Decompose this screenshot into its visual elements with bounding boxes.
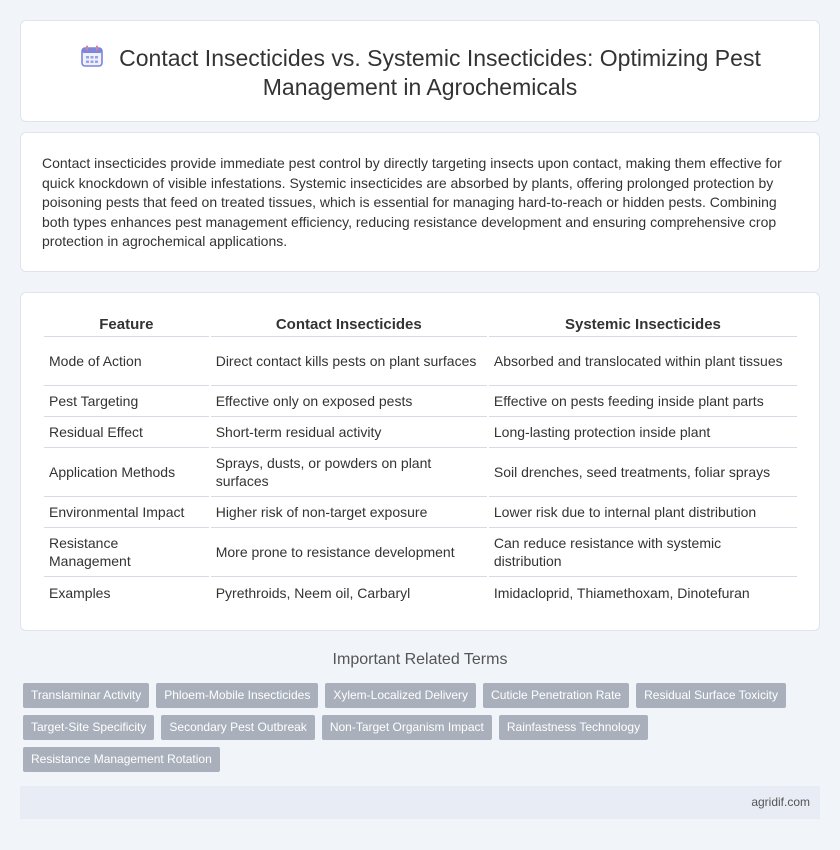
table-row <box>44 577 797 608</box>
related-term-tag[interactable]: Resistance Management Rotation <box>23 747 220 772</box>
related-term-tag[interactable]: Target-Site Specificity <box>23 715 154 740</box>
contact-cell: Direct contact kills pests on plant surfaces <box>211 337 487 386</box>
intro-card <box>20 132 820 272</box>
related-term-tag[interactable]: Phloem-Mobile Insecticides <box>156 683 318 708</box>
related-term-tag[interactable]: Secondary Pest Outbreak <box>161 715 314 740</box>
table-row <box>44 497 797 528</box>
systemic-cell: Lower risk due to internal plant distribution <box>489 497 797 528</box>
table-header-row <box>44 315 797 337</box>
contact-cell: More prone to resistance development <box>211 528 487 577</box>
table-row <box>44 528 797 577</box>
contact-cell: Sprays, dusts, or powders on plant surfaces <box>211 448 487 497</box>
feature-cell: Pest Targeting <box>44 386 209 417</box>
header-systemic: Systemic Insecticides <box>489 315 797 337</box>
systemic-cell: Effective on pests feeding inside plant parts <box>489 386 797 417</box>
related-terms-tags <box>23 683 803 779</box>
header-feature: Feature <box>44 315 209 337</box>
feature-cell: Residual Effect <box>44 417 209 448</box>
page-title-wrap <box>21 43 819 102</box>
systemic-cell: Absorbed and translocated within plant tissues <box>489 337 797 386</box>
feature-cell: Mode of Action <box>44 337 209 386</box>
comparison-table <box>42 315 799 608</box>
systemic-cell: Can reduce resistance with systemic distribution <box>489 528 797 577</box>
feature-cell: Examples <box>49 584 111 601</box>
header-card <box>20 20 820 122</box>
related-term-tag[interactable]: Residual Surface Toxicity <box>636 683 786 708</box>
contact-cell: Higher risk of non-target exposure <box>211 497 487 528</box>
contact-cell: Effective only on exposed pests <box>211 386 487 417</box>
table-row <box>44 448 797 497</box>
table-row <box>44 337 797 386</box>
footer-site-link[interactable]: agridif.com <box>751 795 810 809</box>
feature-cell: Application Methods <box>44 448 209 497</box>
footer-bar <box>20 786 820 819</box>
related-term-tag[interactable]: Xylem-Localized Delivery <box>325 683 476 708</box>
intro-text: Contact insecticides provide immediate pest control by directly targeting insects upon contact, making them effective for quick knockdown of visible infestations. Systemic insecticides are absorbed by plants, offering prolonged protection by poisoning pests that feed on treated tissues, which is essential for managing hard-to-reach or hidden pests. Combining both types enhances pest management efficiency, reducing resistance development and ensuring comprehensive crop protection in agrochemical applications. <box>42 155 782 250</box>
table-row <box>44 417 797 448</box>
calendar-icon <box>79 43 105 69</box>
contact-cell: Short-term residual activity <box>211 417 487 448</box>
comparison-table-card <box>20 292 820 631</box>
related-term-tag[interactable]: Translaminar Activity <box>23 683 149 708</box>
related-term-tag[interactable]: Rainfastness Technology <box>499 715 648 740</box>
systemic-cell: Soil drenches, seed treatments, foliar sprays <box>489 448 797 497</box>
header-contact: Contact Insecticides <box>211 315 487 337</box>
related-terms-title: Important Related Terms <box>332 651 508 668</box>
systemic-cell: Long-lasting protection inside plant <box>489 417 797 448</box>
systemic-cell: Imidacloprid, Thiamethoxam, Dinotefuran <box>493 584 750 601</box>
related-term-tag[interactable]: Cuticle Penetration Rate <box>483 683 629 708</box>
table-row <box>44 386 797 417</box>
contact-cell: Pyrethroids, Neem oil, Carbaryl <box>215 584 411 601</box>
feature-cell: Resistance Management <box>44 528 209 577</box>
feature-cell: Environmental Impact <box>44 497 209 528</box>
page-title: Contact Insecticides vs. Systemic Insecticides: Optimizing Pest Management in Agrochemicals <box>119 45 761 100</box>
related-term-tag[interactable]: Non-Target Organism Impact <box>322 715 492 740</box>
